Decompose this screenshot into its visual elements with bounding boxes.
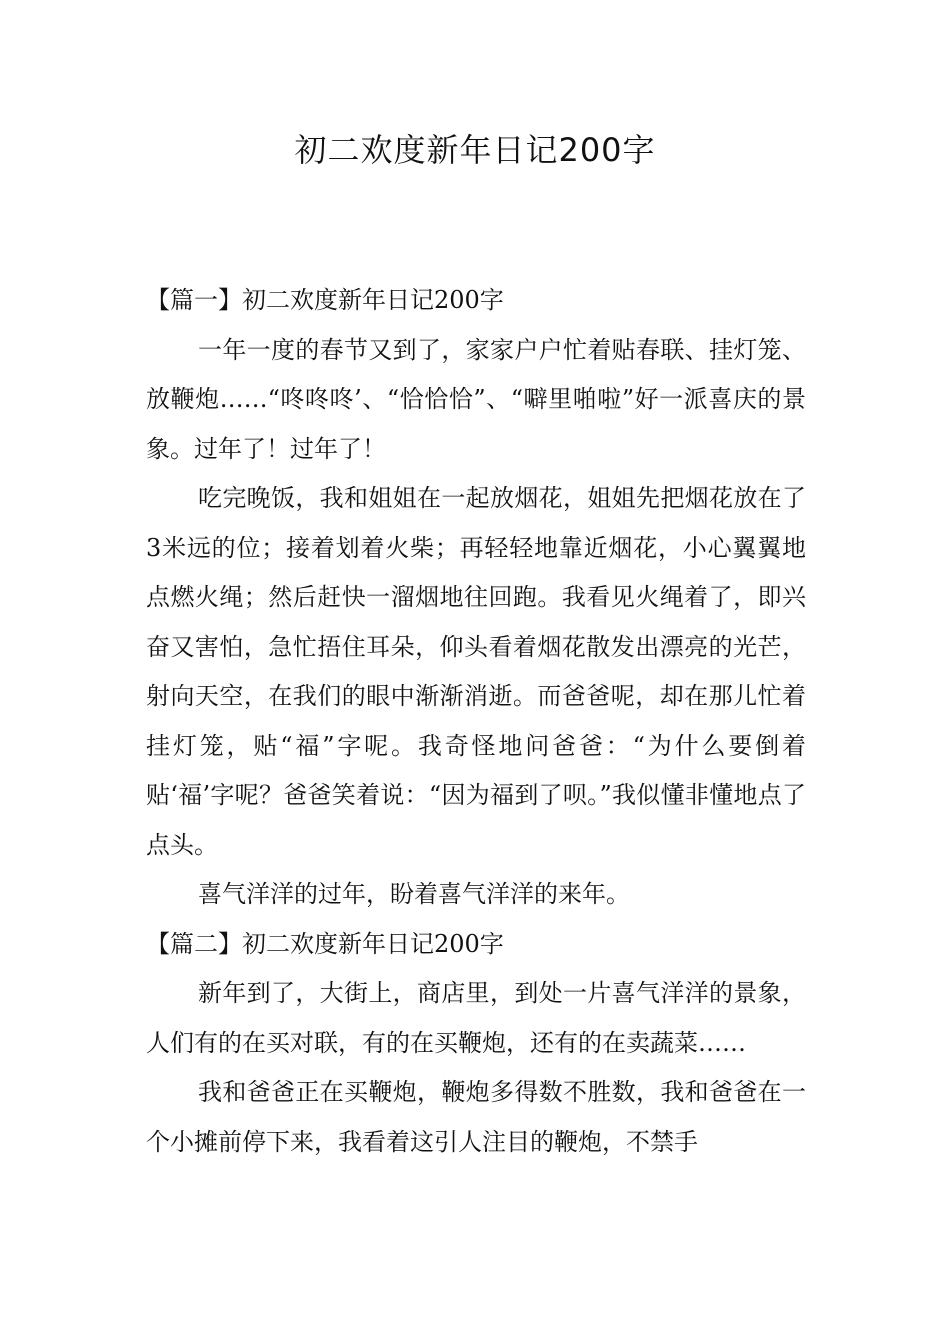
document-title: 初二欢度新年日记200字 <box>294 131 656 169</box>
document-body <box>146 276 806 1167</box>
section-heading: 【篇二】初二欢度新年日记200字 <box>146 929 504 958</box>
paragraph: 新年到了，大街上，商店里，到处一片喜气洋洋的景象，人们有的在买对联，有的在买鞭炮，还有的在卖蔬菜…… <box>146 979 806 1057</box>
paragraph: 喜气洋洋的过年，盼着喜气洋洋的来年。 <box>198 880 630 908</box>
section-heading: 【篇一】初二欢度新年日记200字 <box>146 286 504 314</box>
section-2 <box>146 920 806 1168</box>
paragraph: 一年一度的春节又到了，家家户户忙着贴春联、挂灯笼、放鞭炮……“咚咚咚’、“恰恰恰”、“噼里啪啦”好一派喜庆的景象。过年了！过年了！ <box>146 335 806 463</box>
paragraph: 我和爸爸正在买鞭炮，鞭炮多得数不胜数，我和爸爸在一个小摊前停下来，我看着这引人注目的鞭炮，不禁手 <box>146 1078 806 1156</box>
section-1 <box>146 276 806 920</box>
paragraph: 吃完晚饭，我和姐姐在一起放烟花，姐姐先把烟花放在了3米远的位；接着划着火柴；再轻轻地靠近烟花，小心翼翼地点燃火绳；然后赶快一溜烟地往回跑。我看见火绳着了，即兴奋又害怕，急忙捂住耳朵，仰头看着烟花散发出漂亮的光芒，射向天空，在我们的眼中渐渐消逝。而爸爸呢，却在那儿忙着挂灯笼，贴“福”字呢。我奇怪地问爸爸：“为什么要倒着贴‘福’字呢？爸爸笑着说：“因为福到了呗。”我似懂非懂地点了点头。 <box>146 484 806 859</box>
